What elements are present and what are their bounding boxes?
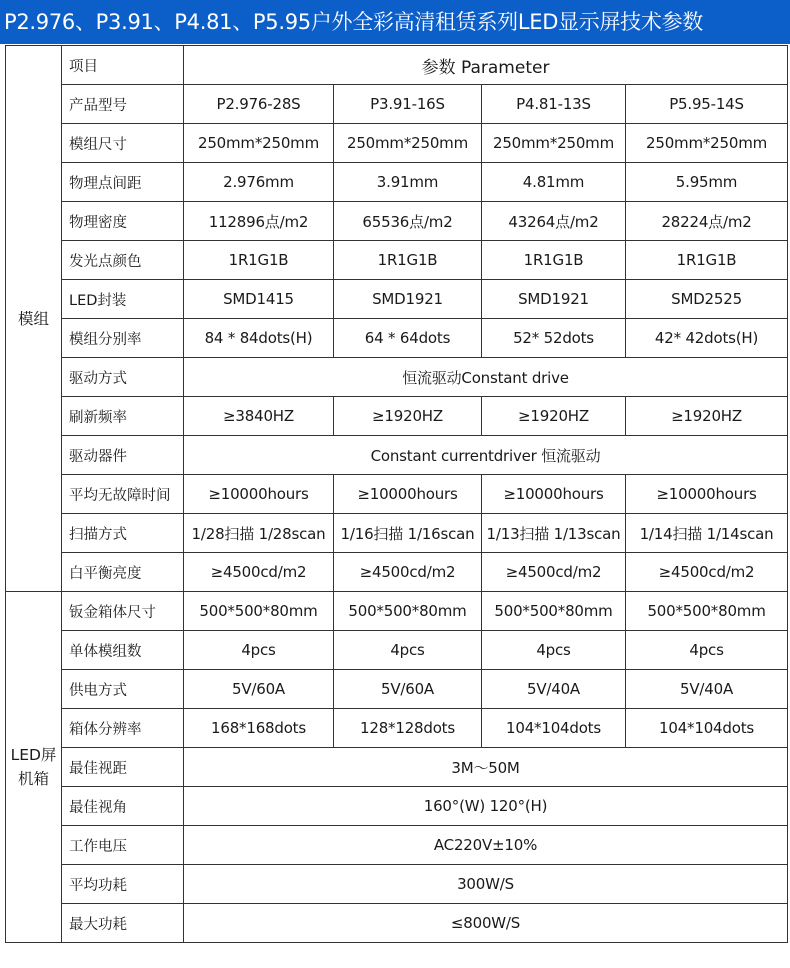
group-label-module: 模组: [17, 309, 49, 328]
value-cell: 5.95mm: [626, 163, 788, 202]
table-row: [6, 124, 788, 163]
value-cell: 500*500*80mm: [482, 592, 626, 631]
value-cell: 1R1G1B: [184, 241, 334, 280]
value-cell: 5V/60A: [334, 670, 482, 709]
value-cell: ≥4500cd/m2: [184, 553, 334, 592]
value-cell: 52* 52dots: [482, 319, 626, 358]
row-label: 平均无故障时间: [62, 475, 184, 514]
table-row: [6, 436, 788, 475]
value-cell: SMD1415: [184, 280, 334, 319]
value-cell: 4pcs: [334, 631, 482, 670]
value-cell: ≥10000hours: [334, 475, 482, 514]
value-cell: 5V/60A: [184, 670, 334, 709]
value-cell: 1R1G1B: [626, 241, 788, 280]
row-label: 白平衡亮度: [62, 553, 184, 592]
row-label: 产品型号: [62, 85, 184, 124]
row-label: LED封装: [62, 280, 184, 319]
header-row: [6, 46, 788, 85]
table-row: [6, 553, 788, 592]
table-row: [6, 865, 788, 904]
value-cell: 28224点/m2: [626, 202, 788, 241]
value-cell: SMD2525: [626, 280, 788, 319]
value-cell: ≥1920HZ: [334, 397, 482, 436]
row-label: 驱动器件: [62, 436, 184, 475]
row-label: 供电方式: [62, 670, 184, 709]
value-cell: ≥4500cd/m2: [334, 553, 482, 592]
group-label-cabinet: LED屏机箱: [10, 746, 57, 788]
row-label: 扫描方式: [62, 514, 184, 553]
merged-value-cell: ≤800W/S: [184, 904, 788, 943]
page-title: P2.976、P3.91、P4.81、P5.95户外全彩高清租赁系列LED显示屏技术参数: [0, 0, 790, 44]
value-cell: 250mm*250mm: [482, 124, 626, 163]
header-item-label: 项目: [62, 46, 184, 85]
value-cell: 128*128dots: [334, 709, 482, 748]
value-cell: 250mm*250mm: [626, 124, 788, 163]
row-label: 最佳视角: [62, 787, 184, 826]
value-cell: 4.81mm: [482, 163, 626, 202]
table-row: [6, 85, 788, 124]
value-cell: 4pcs: [482, 631, 626, 670]
row-label: 最大功耗: [62, 904, 184, 943]
row-label: 物理点间距: [62, 163, 184, 202]
row-label: 单体模组数: [62, 631, 184, 670]
row-label: 刷新频率: [62, 397, 184, 436]
value-cell: SMD1921: [482, 280, 626, 319]
value-cell: 112896点/m2: [184, 202, 334, 241]
value-cell: 4pcs: [184, 631, 334, 670]
value-cell: P4.81-13S: [482, 85, 626, 124]
value-cell: ≥1920HZ: [626, 397, 788, 436]
value-cell: 1/14扫描 1/14scan: [626, 514, 788, 553]
value-cell: 104*104dots: [626, 709, 788, 748]
row-label: 物理密度: [62, 202, 184, 241]
merged-value-cell: 恒流驱动Constant drive: [184, 358, 788, 397]
value-cell: 42* 42dots(H): [626, 319, 788, 358]
row-label: 驱动方式: [62, 358, 184, 397]
row-label: 平均功耗: [62, 865, 184, 904]
value-cell: ≥10000hours: [626, 475, 788, 514]
table-row: [6, 826, 788, 865]
row-label: 发光点颜色: [62, 241, 184, 280]
value-cell: 5V/40A: [482, 670, 626, 709]
table-row: [6, 475, 788, 514]
table-row: [6, 202, 788, 241]
value-cell: P2.976-28S: [184, 85, 334, 124]
value-cell: ≥1920HZ: [482, 397, 626, 436]
table-row: [6, 514, 788, 553]
value-cell: 65536点/m2: [334, 202, 482, 241]
merged-value-cell: Constant currentdriver 恒流驱动: [184, 436, 788, 475]
value-cell: 2.976mm: [184, 163, 334, 202]
value-cell: 4pcs: [626, 631, 788, 670]
value-cell: 43264点/m2: [482, 202, 626, 241]
table-row: [6, 631, 788, 670]
value-cell: 104*104dots: [482, 709, 626, 748]
group-cell-cabinet: [6, 592, 62, 943]
row-label: 工作电压: [62, 826, 184, 865]
table-row: [6, 748, 788, 787]
merged-value-cell: 3M～50M: [184, 748, 788, 787]
value-cell: 250mm*250mm: [334, 124, 482, 163]
value-cell: ≥4500cd/m2: [482, 553, 626, 592]
value-cell: 500*500*80mm: [334, 592, 482, 631]
spec-table: [5, 45, 788, 943]
value-cell: 1/13扫描 1/13scan: [482, 514, 626, 553]
table-row: [6, 397, 788, 436]
merged-value-cell: 300W/S: [184, 865, 788, 904]
value-cell: 84 * 84dots(H): [184, 319, 334, 358]
row-label: 箱体分辨率: [62, 709, 184, 748]
value-cell: 168*168dots: [184, 709, 334, 748]
table-row: [6, 592, 788, 631]
value-cell: ≥10000hours: [184, 475, 334, 514]
table-row: [6, 241, 788, 280]
table-row: [6, 280, 788, 319]
value-cell: SMD1921: [334, 280, 482, 319]
table-row: [6, 670, 788, 709]
value-cell: 64 * 64dots: [334, 319, 482, 358]
value-cell: 5V/40A: [626, 670, 788, 709]
value-cell: 1/16扫描 1/16scan: [334, 514, 482, 553]
value-cell: 3.91mm: [334, 163, 482, 202]
row-label: 钣金箱体尺寸: [62, 592, 184, 631]
table-row: [6, 358, 788, 397]
table-row: [6, 904, 788, 943]
value-cell: 500*500*80mm: [184, 592, 334, 631]
value-cell: ≥10000hours: [482, 475, 626, 514]
merged-value-cell: 160°(W) 120°(H): [184, 787, 788, 826]
value-cell: 250mm*250mm: [184, 124, 334, 163]
table-row: [6, 787, 788, 826]
row-label: 模组分别率: [62, 319, 184, 358]
table-row: [6, 319, 788, 358]
value-cell: P3.91-16S: [334, 85, 482, 124]
value-cell: 1R1G1B: [482, 241, 626, 280]
value-cell: 500*500*80mm: [626, 592, 788, 631]
value-cell: ≥3840HZ: [184, 397, 334, 436]
merged-value-cell: AC220V±10%: [184, 826, 788, 865]
group-cell-module: [6, 46, 62, 592]
value-cell: 1/28扫描 1/28scan: [184, 514, 334, 553]
value-cell: ≥4500cd/m2: [626, 553, 788, 592]
value-cell: 1R1G1B: [334, 241, 482, 280]
table-row: [6, 163, 788, 202]
row-label: 模组尺寸: [62, 124, 184, 163]
value-cell: P5.95-14S: [626, 85, 788, 124]
row-label: 最佳视距: [62, 748, 184, 787]
header-parameter-label: 参数 Parameter: [184, 46, 788, 85]
table-row: [6, 709, 788, 748]
